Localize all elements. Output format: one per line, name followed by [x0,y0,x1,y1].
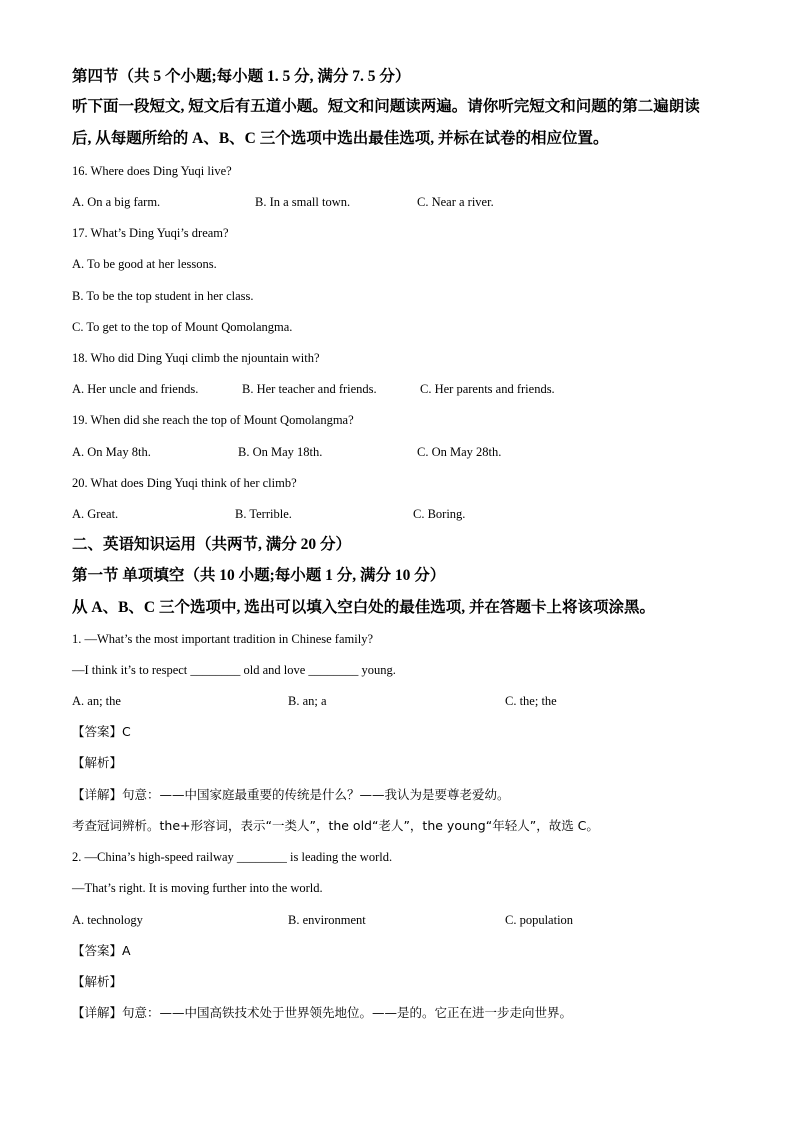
q17-stem: 17. What’s Ding Yuqi’s dream? [72,226,229,240]
q16-stem: 16. Where does Ding Yuqi live? [72,164,232,178]
q16-option-c: C. Near a river. [417,195,494,209]
mc1-option-b: B. an; a [288,694,327,708]
q20-option-b: B. Terrible. [235,507,292,521]
mc1-analysis: 【解析】 [72,755,123,770]
q20-option-a: A. Great. [72,507,119,521]
mc2-option-c: C. population [505,913,574,927]
q18-stem: 18. Who did Ding Yuqi climb the njountain with? [72,351,320,365]
mc2-answer: 【答案】A [72,943,131,958]
section4-heading: 第四节（共 5 个小题;每小题 1. 5 分, 满分 7. 5 分） [72,68,411,85]
q19-option-b: B. On May 18th. [238,445,323,459]
q18-option-b: B. Her teacher and friends. [242,382,377,396]
mc1-answer: 【答案】C [72,724,131,739]
mc2-detail: 【详解】句意：——中国高铁技术处于世界领先地位。——是的。它正在进一步走向世界。 [72,1005,573,1020]
q18-option-c: C. Her parents and friends. [420,382,555,396]
mc1-detail: 【详解】句意：——中国家庭最重要的传统是什么？——我认为是要尊老爱幼。 [72,787,510,802]
q19-stem: 19. When did she reach the top of Mount Qomolangma? [72,413,354,427]
q16-option-b: B. In a small town. [255,195,351,209]
q17-option-b: B. To be the top student in her class. [72,289,254,303]
part2-section1-heading: 第一节 单项填空（共 10 小题;每小题 1 分, 满分 10 分） [72,567,446,584]
mc2-analysis: 【解析】 [72,974,123,989]
q20-option-c: C. Boring. [413,507,466,521]
q17-option-a: A. To be good at her lessons. [72,257,217,271]
mc1-option-a: A. an; the [72,694,121,708]
mc1-option-c: C. the; the [505,694,557,708]
q19-option-a: A. On May 8th. [72,445,151,459]
mc2-line2: —That’s right. It is moving further into the world. [72,881,323,895]
q20-stem: 20. What does Ding Yuqi think of her climb? [72,476,297,490]
section4-instruction-line1: 听下面一段短文, 短文后有五道小题。短文和问题读两遍。请你听完短文和问题的第二遍朗读 [72,98,700,115]
mc2-stem: 2. —China’s high-speed railway ________ is leading the world. [72,850,393,864]
q19-option-c: C. On May 28th. [417,445,502,459]
section4-instruction-line2: 后, 从每题所给的 A、B、C 三个选项中选出最佳选项, 并标在试卷的相应位置。 [72,130,609,147]
q16-option-a: A. On a big farm. [72,195,161,209]
mc2-option-a: A. technology [72,913,143,927]
q18-option-a: A. Her uncle and friends. [72,382,199,396]
part2-heading: 二、英语知识运用（共两节, 满分 20 分） [72,536,352,553]
part2-instruction: 从 A、B、C 三个选项中, 选出可以填入空白处的最佳选项, 并在答题卡上将该项涂黑。 [72,599,655,616]
mc1-stem: 1. —What’s the most important tradition in Chinese family? [72,632,373,646]
mc2-option-b: B. environment [288,913,366,927]
mc1-line2: —I think it’s to respect ________ old and love ________ young. [72,663,396,677]
mc1-explanation: 考查冠词辨析。the+形容词，表示“一类人”，the old“老人”，the young“年轻人”，故选 C。 [72,818,599,833]
q17-option-c: C. To get to the top of Mount Qomolangma. [72,320,293,334]
